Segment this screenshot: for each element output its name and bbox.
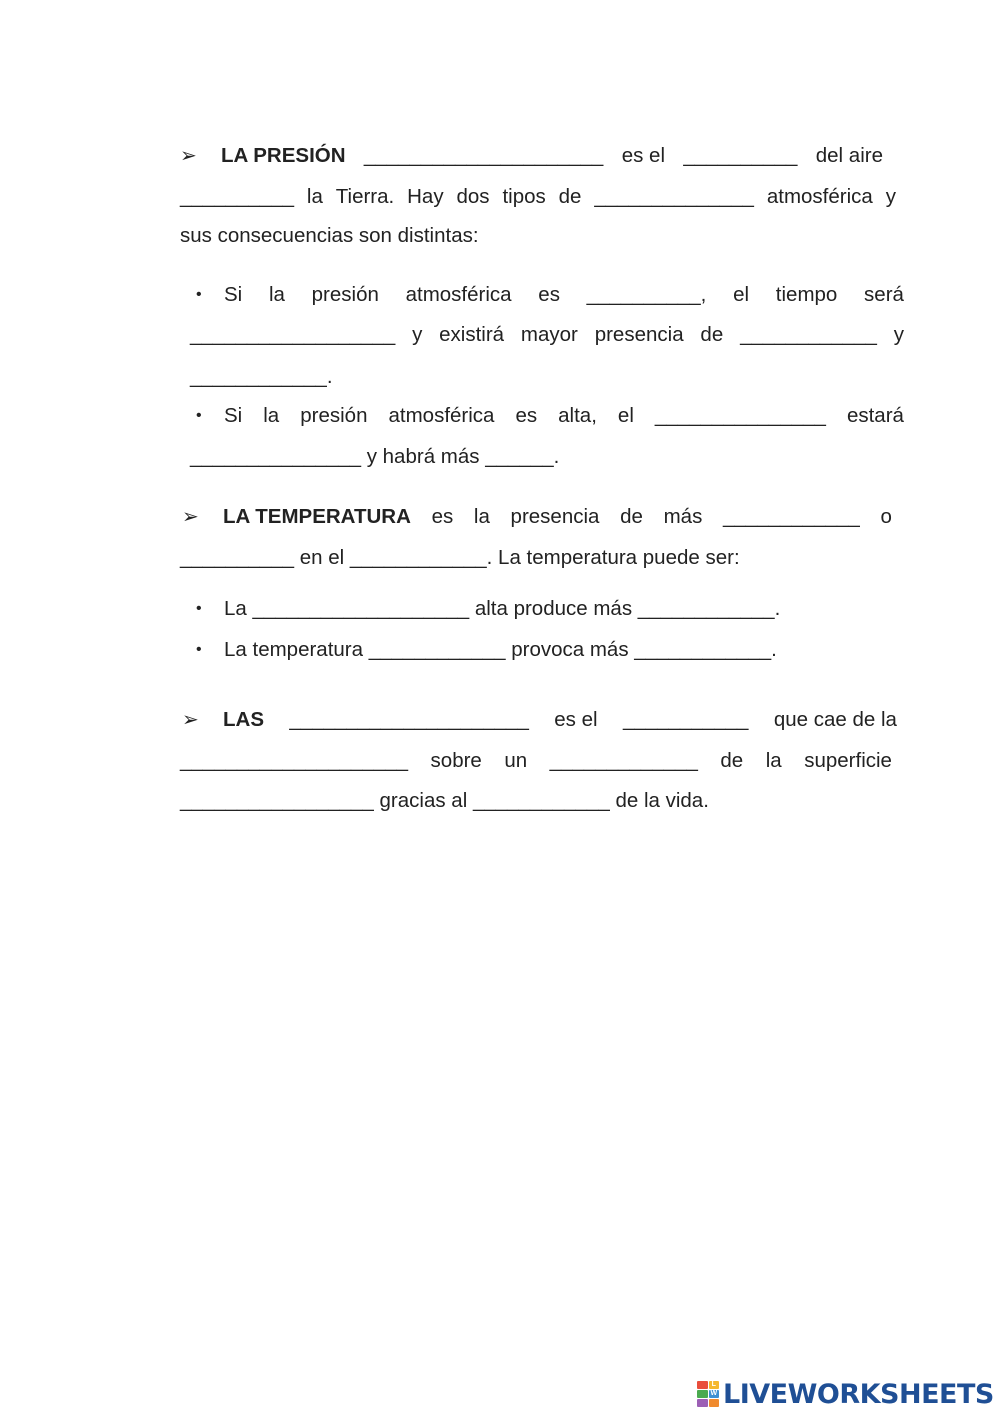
las-line-1: LAS _____________________ es el ___________ que cae de la	[223, 708, 897, 731]
presion-line-2: __________ la Tierra. Hay dos tipos de ______________ atmosférica y	[180, 185, 896, 208]
presion-bullet1-line-3[interactable]: ____________.	[190, 365, 333, 388]
bullet-dot-icon: •	[196, 641, 202, 658]
presion-bullet2-line-2[interactable]: _______________ y habrá más ______.	[190, 445, 560, 468]
logo-text: LIVEWORKSHEETS	[723, 1378, 994, 1410]
arrow-bullet-icon: ➢	[182, 506, 199, 528]
blank[interactable]: __________________	[190, 323, 396, 346]
bullet-dot-icon: •	[196, 286, 202, 303]
logo-mark-icon	[697, 1381, 719, 1407]
temperatura-line-2[interactable]: __________ en el ____________. La temperatura puede ser:	[180, 546, 740, 569]
blank[interactable]: ____________________	[180, 749, 409, 772]
presion-bullet2-line-1: Si la presión atmosférica es alta, el _______________ estará	[224, 404, 904, 427]
blank[interactable]: __________	[180, 185, 295, 208]
blank[interactable]: __________	[683, 144, 798, 167]
temperatura-line-1: LA TEMPERATURA es la presencia de más ____________ o	[223, 505, 892, 528]
blank[interactable]: _____________________	[289, 708, 529, 731]
presion-bullet1-line-2: __________________ y existirá mayor presencia de ____________ y	[190, 323, 904, 346]
logo-block	[697, 1399, 708, 1407]
blank[interactable]: ____________	[723, 505, 860, 528]
blank[interactable]: _______________	[654, 404, 826, 427]
temperatura-bullet-1[interactable]: La ___________________ alta produce más ____________.	[224, 597, 781, 620]
blank[interactable]: __________,	[586, 283, 707, 306]
bullet-dot-icon: •	[196, 600, 202, 617]
blank[interactable]: ___________	[623, 708, 749, 731]
arrow-bullet-icon: ➢	[180, 145, 197, 167]
liveworksheets-logo[interactable]	[697, 1378, 994, 1410]
blank[interactable]: _____________	[549, 749, 698, 772]
presion-line-3: sus consecuencias son distintas:	[180, 224, 479, 247]
blank[interactable]: ____________	[740, 323, 877, 346]
las-line-2: ____________________ sobre un _____________ de la superficie	[180, 749, 892, 772]
bullet-dot-icon: •	[196, 407, 202, 424]
presion-line-1: LA PRESIÓN _____________________ es el __________ del aire	[221, 144, 883, 167]
logo-block	[697, 1381, 708, 1389]
temperatura-heading: LA TEMPERATURA	[223, 505, 411, 528]
blank[interactable]: ______________	[594, 185, 754, 208]
logo-block	[697, 1390, 708, 1398]
logo-letter: L	[709, 1381, 720, 1389]
logo-block	[709, 1399, 720, 1407]
presion-bullet1-line-1: Si la presión atmosférica es __________, el tiempo será	[224, 283, 904, 306]
las-heading: LAS	[223, 708, 264, 731]
logo-letter: W	[710, 1390, 718, 1397]
presion-heading: LA PRESIÓN	[221, 144, 346, 167]
temperatura-bullet-2[interactable]: La temperatura ____________ provoca más ____________.	[224, 638, 777, 661]
blank[interactable]: _____________________	[363, 144, 604, 167]
las-line-3[interactable]: _________________ gracias al ____________ de la vida.	[180, 789, 709, 812]
arrow-bullet-icon: ➢	[182, 709, 199, 731]
